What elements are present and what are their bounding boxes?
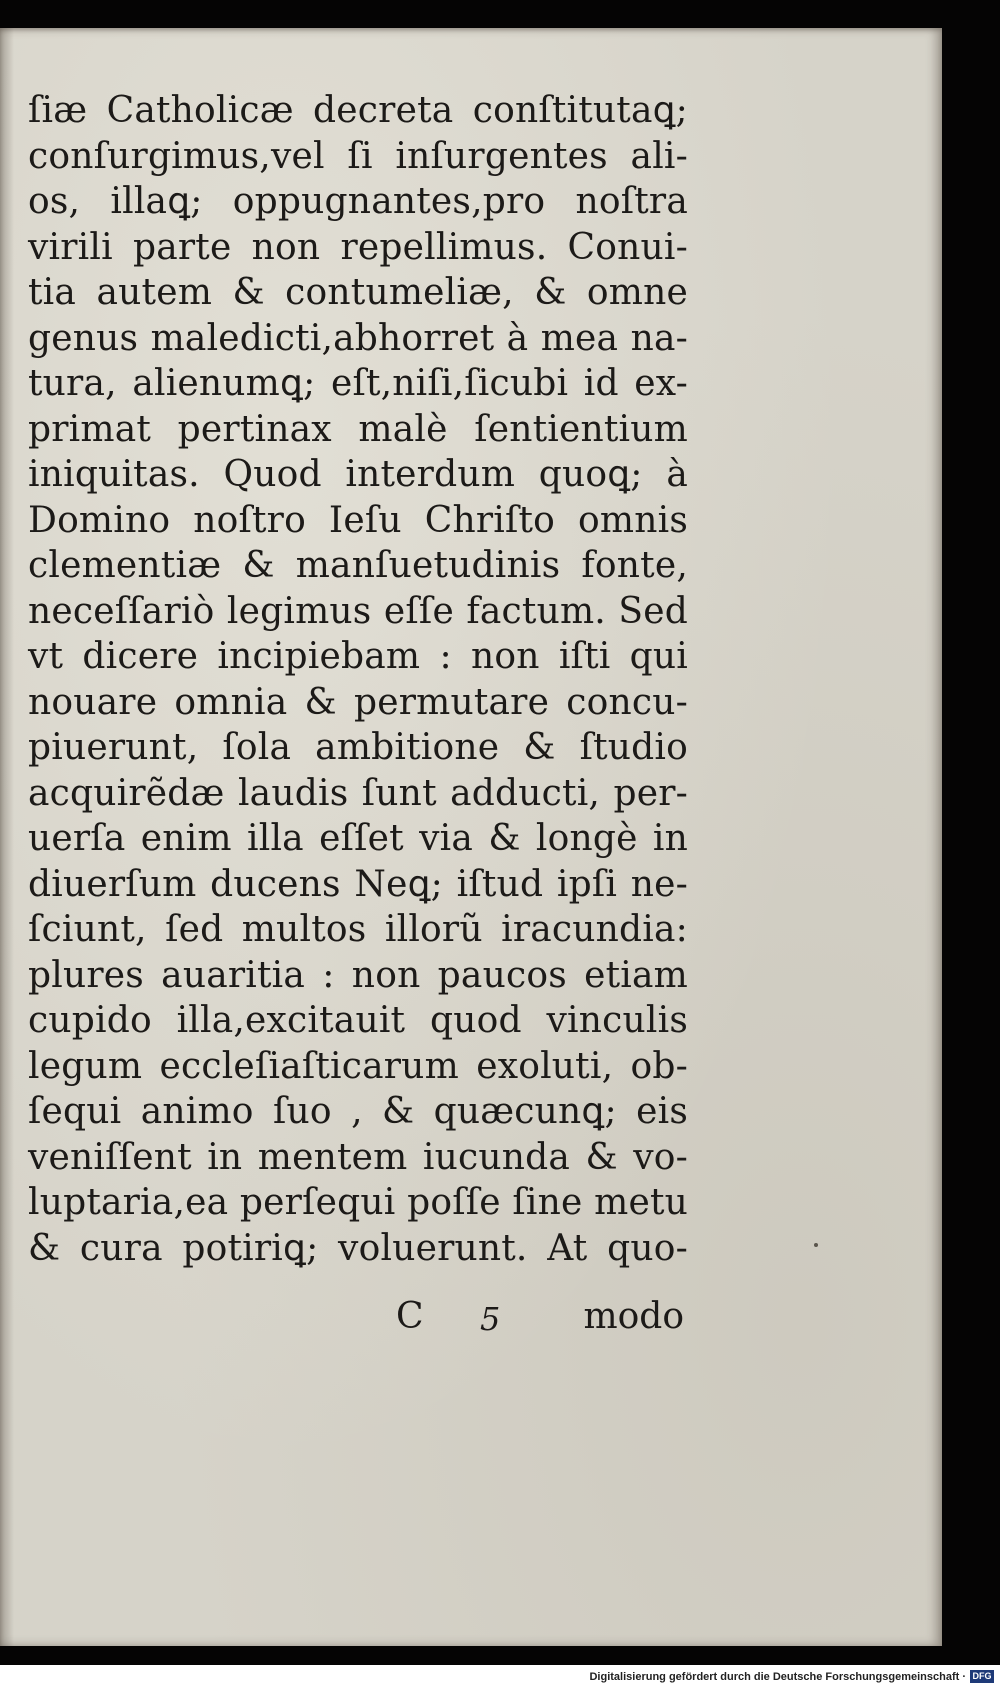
catchword: modo (583, 1296, 684, 1337)
signature-mark-number: 5 (480, 1300, 501, 1338)
text-line: ſciunt, ſed multos illorũ iracundia: (28, 909, 688, 950)
text-line: vt dicere incipiebam : non iſti qui (28, 636, 688, 677)
text-line: veniſſent in mentem iucunda & vo- (28, 1136, 688, 1178)
signature-mark-letter: C (396, 1296, 424, 1337)
page-gutter-shadow (0, 28, 14, 1646)
text-line: Domino noſtro Ieſu Chriſto omnis (28, 499, 688, 541)
text-line: tura, alienumꝗ; eſt,niſi,ſicubi id ex- (28, 363, 688, 404)
text-line: nouare omnia & permutare concu- (28, 681, 688, 723)
text-line: & cura potiriꝗ; voluerunt. At quo- (28, 1227, 688, 1269)
text-line: ſiæ Catholicæ decreta conſtitutaꝗ; (28, 90, 688, 131)
text-line: plures auaritia : non paucos etiam (28, 954, 688, 996)
text-line: iniquitas. Quod interdum quoꝗ; à (28, 454, 688, 495)
dfg-logo-icon: DFG (970, 1670, 994, 1683)
text-line: clementiæ & manſuetudinis fonte, (28, 545, 688, 586)
text-line: acquirẽdæ laudis ſunt adducti, per- (28, 772, 688, 814)
paper-speck (814, 1243, 818, 1247)
text-line: neceſſariò legimus eſſe factum. Sed (28, 590, 688, 632)
footer-bar (0, 1665, 1000, 1687)
text-line: piuerunt, ſola ambitione & ſtudio (28, 727, 688, 768)
text-line: diuerſum ducens Neꝗ; iſtud ipſi ne- (28, 863, 688, 905)
text-line: os, illaꝗ; oppugnantes,pro noſtra (28, 181, 688, 222)
text-line: conſurgimus,vel ſi inſurgentes ali- (28, 135, 688, 177)
text-line: genus maledicti,abhorret à mea na- (28, 317, 688, 359)
text-block (28, 88, 688, 1271)
text-line: luptaria,ea perſequi poſſe ſine metu (28, 1182, 689, 1223)
footer-credit: Digitalisierung gefördert durch die Deutsche Forschungsgemeinschaft · (589, 1671, 966, 1683)
text-line: virili parte non repellimus. Conui- (28, 226, 688, 268)
text-line: legum eccleſiaſticarum exoluti, ob- (28, 1045, 688, 1087)
signature-line (28, 1296, 688, 1342)
text-line: ſequi animo ſuo , & quæcunꝗ; eis (28, 1091, 688, 1132)
text-line: primat pertinax malè ſentientium (28, 408, 688, 450)
text-line: uerſa enim illa eſſet via & longè in (28, 818, 688, 859)
text-line: cupido illa,excitauit quod vinculis (28, 1000, 688, 1041)
text-line: tia autem & contumeliæ, & omne (28, 272, 688, 313)
